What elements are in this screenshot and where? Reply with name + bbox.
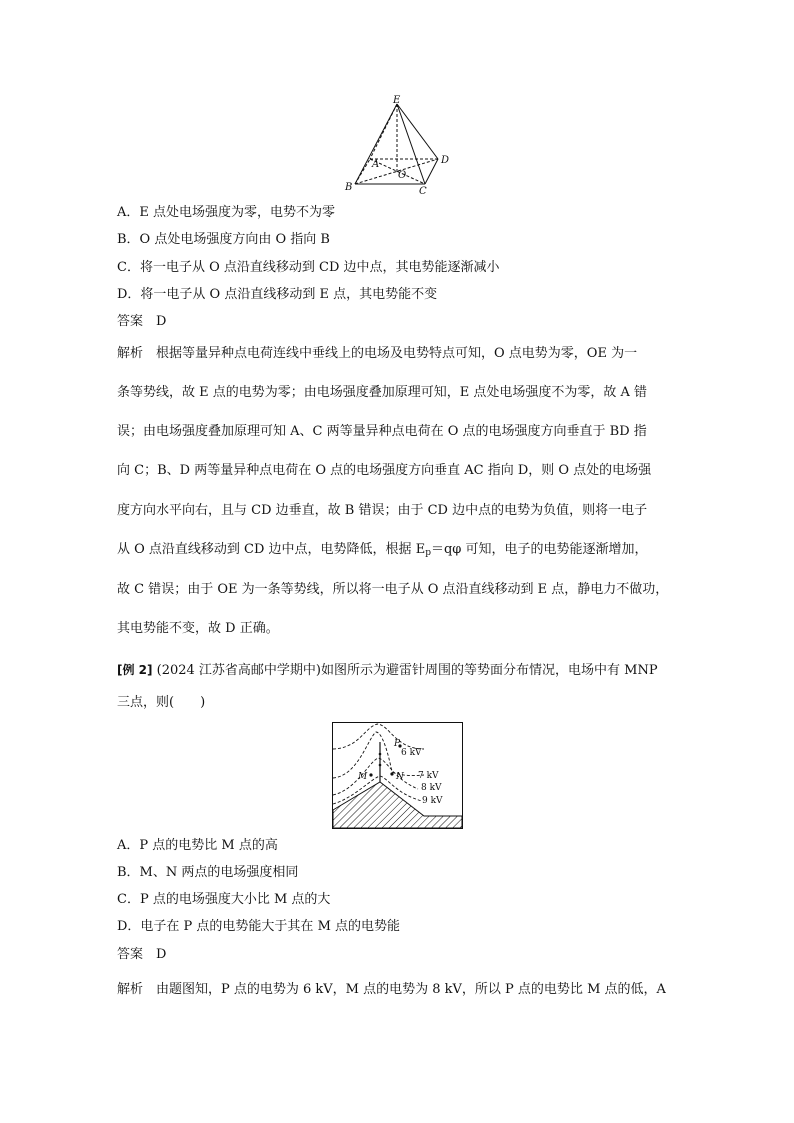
label-M: M — [358, 772, 368, 782]
exp2-line-1: 解析 由题图知，P 点的电势为 6 kV，M 点的电势为 8 kV，所以 P 点的电势比 M 点的低，A — [117, 982, 666, 997]
label-O: O — [398, 170, 407, 181]
q1-answer: 答案 D — [117, 314, 167, 329]
q2-answer: 答案 D — [117, 947, 167, 962]
label-6kv: 6 kV — [401, 748, 422, 758]
label-7kv: 7 kV — [418, 771, 439, 781]
exp1-line-5: 度方向水平向右，且与 CD 边垂直，故 B 错误；由于 CD 边中点的电势为负值，则将一电子 — [117, 503, 648, 518]
ex2-line-1 — [117, 661, 658, 680]
exp1-line-2: 条等势线，故 E 点的电势为零；由电场强度叠加原理可知，E 点处电场强度不为零，故 A 错 — [117, 385, 648, 400]
q1-option-b: B．O 点处电场强度方向由 O 指向 B — [117, 232, 330, 247]
label-9kv: 9 kV — [422, 796, 443, 806]
label-N: N — [396, 772, 404, 782]
exp1-line-3: 误；由电场强度叠加原理可知 A、C 两等量异种点电荷在 O 点的电场强度方向垂直于 BD 指 — [117, 424, 647, 439]
ex2-stem: (2024 江苏省高邮中学期中)如图所示为避雷针周围的等势面分布情况，电场中有 MNP — [156, 663, 658, 678]
label-E: E — [393, 95, 401, 106]
point-n — [390, 772, 393, 775]
label-B: B — [345, 182, 353, 193]
pyramid-figure — [340, 92, 470, 197]
example-tag: [例 2] — [117, 663, 153, 677]
q2-option-a: A．P 点的电势比 M 点的高 — [117, 838, 278, 853]
q2-option-c: C．P 点的电场强度大小比 M 点的大 — [117, 892, 331, 907]
exp1-line-7: 故 C 错误；由于 OE 为一条等势线，所以将一电子从 O 点沿直线移动到 E 点，静电力不做功， — [117, 582, 669, 597]
exp1-line-6b: ＝qφ 可知，电子的电势能逐渐增加， — [430, 542, 648, 557]
exp1-line-1: 解析 根据等量异种点电荷连线中垂线上的电场及电势特点可知，O 点电势为零，OE 为一 — [117, 346, 638, 361]
label-P: P — [394, 739, 401, 749]
exp1-line-6a: 从 O 点沿直线移动到 CD 边中点，电势降低，根据 E — [117, 542, 426, 557]
lightning-rod-figure — [332, 722, 463, 829]
exp1-line-8: 其电势能不变，故 D 正确。 — [117, 621, 279, 636]
q2-option-d: D．电子在 P 点的电势能大于其在 M 点的电势能 — [117, 919, 401, 934]
label-A: A — [372, 159, 380, 170]
label-8kv: 8 kV — [421, 783, 442, 793]
ex2-line-2: 三点，则( ) — [117, 695, 206, 710]
label-C: C — [419, 186, 427, 197]
q2-option-b: B．M、N 两点的电场强度相同 — [117, 865, 299, 880]
q1-option-a: A．E 点处电场强度为零，电势不为零 — [117, 205, 336, 220]
q1-option-c: C．将一电子从 O 点沿直线移动到 CD 边中点，其电势能逐渐减小 — [117, 260, 500, 275]
point-m — [369, 773, 372, 776]
label-D: D — [441, 155, 450, 166]
exp1-line-4: 向 C；B、D 两等量异种点电荷在 O 点的电场强度方向垂直 AC 指向 D，则 O 点处的电场强 — [117, 463, 652, 478]
q1-option-d: D．将一电子从 O 点沿直线移动到 E 点，其电势能不变 — [117, 287, 438, 302]
ep-subscript: p — [425, 548, 431, 558]
exp1-line-6 — [117, 541, 648, 562]
